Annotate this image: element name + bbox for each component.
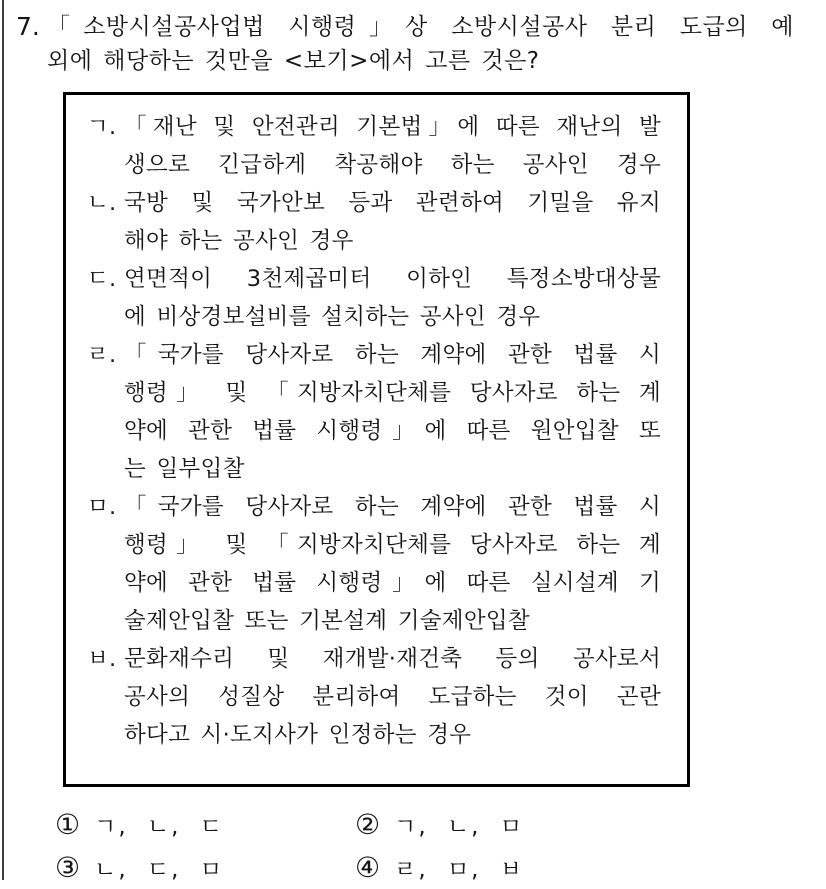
item-line: 해야 하는 공사인 경우 bbox=[124, 228, 354, 254]
item-line: 연면적이 3천제곱미터 이하인 특정소방대상물 bbox=[124, 266, 661, 292]
item-line: 는 일부입찰 bbox=[124, 456, 245, 482]
item-line: 술제안입찰 또는 기본설계 기술제안입찰 bbox=[124, 608, 530, 634]
item-line: 행령」 및 「지방자치단체를 당사자로 하는 계 bbox=[124, 380, 661, 406]
item-marker: ㄱ. bbox=[87, 114, 117, 140]
item-marker: ㄴ. bbox=[87, 190, 117, 216]
choices-row-2 bbox=[55, 846, 771, 889]
item-line: 행령」 및 「지방자치단체를 당사자로 하는 계 bbox=[124, 532, 661, 558]
item-text bbox=[124, 260, 661, 336]
bogi-item-rieul bbox=[87, 336, 661, 488]
bogi-item-bieup bbox=[87, 640, 661, 754]
item-marker: ㅂ. bbox=[87, 646, 117, 672]
bogi-item-mieum bbox=[87, 488, 661, 640]
column-divider-line bbox=[2, 0, 4, 880]
question-line-1: 「소방시설공사업법 시행령」상 소방시설공사 분리 도급의 예 bbox=[47, 14, 794, 40]
item-line: 하다고 시·도지사가 인정하는 경우 bbox=[124, 722, 472, 748]
choice-2[interactable] bbox=[355, 808, 655, 841]
question-text bbox=[47, 10, 794, 78]
item-text bbox=[124, 184, 661, 260]
item-line: 에 비상경보설비를 설치하는 공사인 경우 bbox=[124, 304, 541, 330]
item-line: 「국가를 당사자로 하는 계약에 관한 법률 시 bbox=[124, 342, 661, 368]
item-line: 공사의 성질상 분리하여 도급하는 것이 곤란 bbox=[124, 684, 661, 710]
item-line: 국방 및 국가안보 등과 관련하여 기밀을 유지 bbox=[124, 190, 661, 216]
bogi-item-digeut bbox=[87, 260, 661, 336]
item-line: 「재난 및 안전관리 기본법」에 따른 재난의 발 bbox=[124, 114, 661, 140]
item-line: 약에 관한 법률 시행령」에 따른 원안입찰 또 bbox=[124, 418, 661, 444]
question-line-2: 외에 해당하는 것만을 <보기>에서 고른 것은? bbox=[47, 48, 540, 74]
choice-2-text: ㄱ, ㄴ, ㅁ bbox=[394, 814, 525, 840]
bogi-item-nieun bbox=[87, 184, 661, 260]
item-text bbox=[124, 640, 661, 754]
item-marker: ㄷ. bbox=[87, 266, 117, 292]
item-line: 문화재수리 및 재개발·재건축 등의 공사로서 bbox=[124, 646, 661, 672]
item-text bbox=[124, 488, 661, 640]
item-line: 「국가를 당사자로 하는 계약에 관한 법률 시 bbox=[124, 494, 661, 520]
bogi-options-box bbox=[63, 92, 690, 787]
choice-2-number: ② bbox=[355, 807, 381, 841]
choices-row-1 bbox=[55, 803, 771, 846]
item-marker: ㅁ. bbox=[87, 494, 117, 520]
question-block bbox=[16, 10, 794, 78]
item-line: 약에 관한 법률 시행령」에 따른 실시설계 기 bbox=[124, 570, 661, 596]
item-marker: ㄹ. bbox=[87, 342, 117, 368]
choice-3[interactable] bbox=[55, 851, 355, 884]
choice-4-number: ④ bbox=[355, 850, 381, 884]
bogi-item-giyeok bbox=[87, 108, 661, 184]
item-text bbox=[124, 336, 661, 488]
choice-3-text: ㄴ, ㄷ, ㅁ bbox=[94, 857, 225, 883]
choice-1-number: ① bbox=[55, 807, 81, 841]
question-number: 7. bbox=[16, 12, 40, 41]
item-line: 생으로 긴급하게 착공해야 하는 공사인 경우 bbox=[124, 152, 661, 178]
answer-choices bbox=[55, 803, 771, 889]
choice-4-text: ㄹ, ㅁ, ㅂ bbox=[394, 857, 525, 883]
choice-1-text: ㄱ, ㄴ, ㄷ bbox=[94, 814, 225, 840]
choice-1[interactable] bbox=[55, 808, 355, 841]
choice-3-number: ③ bbox=[55, 850, 81, 884]
choice-4[interactable] bbox=[355, 851, 655, 884]
item-text bbox=[124, 108, 661, 184]
